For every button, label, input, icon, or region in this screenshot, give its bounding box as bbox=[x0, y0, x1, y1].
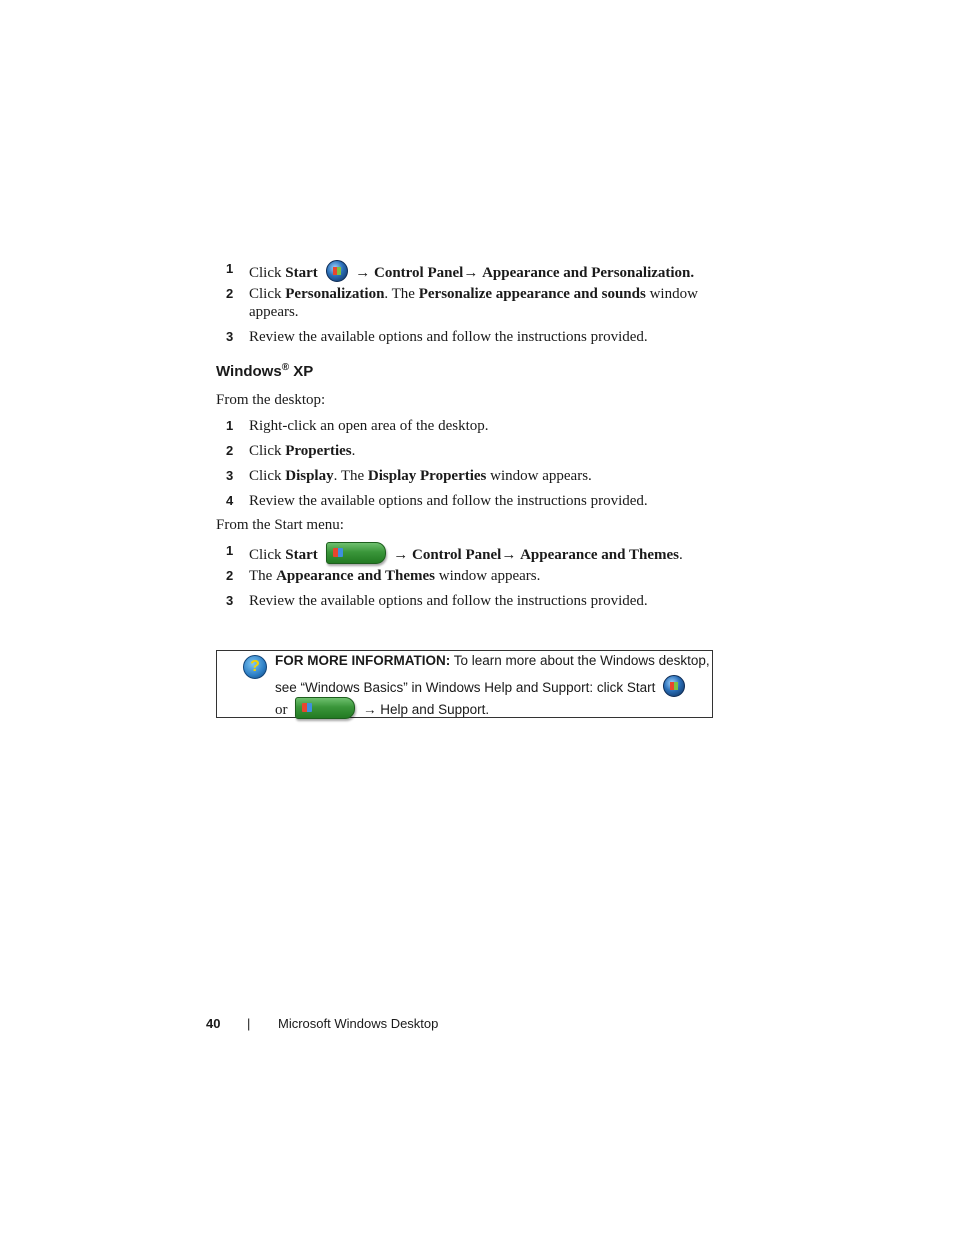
desktop-intro: From the desktop: bbox=[216, 392, 326, 408]
arrow: → bbox=[501, 547, 521, 563]
more-info-note bbox=[216, 650, 713, 718]
help-question-icon: ? bbox=[243, 655, 267, 679]
step-text bbox=[249, 567, 540, 585]
start-label: Start bbox=[285, 265, 318, 281]
item-label: Properties bbox=[285, 443, 352, 459]
note-line-2 bbox=[275, 675, 689, 697]
target-label: Appearance and Personalization. bbox=[482, 265, 695, 281]
footer-separator: | bbox=[247, 1016, 251, 1031]
heading-suffix: XP bbox=[289, 363, 314, 380]
control-panel-label: Control Panel bbox=[412, 547, 502, 563]
step-text bbox=[249, 467, 592, 485]
step-text bbox=[249, 542, 683, 564]
step-text bbox=[249, 285, 698, 303]
step-pre: Click bbox=[249, 286, 286, 302]
vista-start-orb-icon bbox=[326, 260, 348, 282]
control-panel-label: Control Panel bbox=[374, 265, 464, 281]
note-text: see “Windows Basics” in Windows Help and Support: click bbox=[275, 680, 627, 695]
note-text: To learn more about the Windows desktop, bbox=[450, 653, 710, 668]
arrow: → bbox=[389, 547, 412, 563]
step-post: . bbox=[678, 547, 683, 563]
step-text: Review the available options and follow the instructions provided. bbox=[249, 493, 648, 509]
step-number: 2 bbox=[226, 568, 234, 583]
target-label: Appearance and Themes bbox=[520, 547, 679, 563]
step-number: 1 bbox=[226, 543, 234, 558]
step-text: Review the available options and follow the instructions provided. bbox=[249, 329, 648, 345]
window-label: Personalize appearance and sounds bbox=[418, 286, 646, 302]
arrow: → bbox=[359, 702, 381, 717]
step-pre: Click bbox=[249, 443, 286, 459]
step-number: 3 bbox=[226, 593, 234, 608]
note-line-3 bbox=[275, 697, 489, 719]
item-label: Display bbox=[285, 468, 334, 484]
registered-mark: ® bbox=[281, 362, 290, 373]
heading-main: Windows bbox=[216, 363, 282, 380]
xp-start-button-icon bbox=[326, 542, 386, 564]
footer-title: Microsoft Windows Desktop bbox=[278, 1016, 439, 1031]
start-label: Start bbox=[285, 547, 318, 563]
step-post: . bbox=[351, 443, 356, 459]
step-post: window appears. bbox=[486, 468, 592, 484]
step-text bbox=[249, 260, 694, 282]
step-text bbox=[249, 442, 355, 460]
step-pre: Click bbox=[249, 547, 286, 563]
step-number: 1 bbox=[226, 261, 234, 276]
step-post: window bbox=[645, 286, 698, 302]
step-number: 3 bbox=[226, 468, 234, 483]
step-number: 3 bbox=[226, 329, 234, 344]
step-pre: Click bbox=[249, 265, 286, 281]
window-label: Appearance and Themes bbox=[276, 568, 435, 584]
step-number: 1 bbox=[226, 418, 234, 433]
xp-heading bbox=[216, 362, 313, 380]
step-continuation: appears. bbox=[249, 304, 299, 320]
step-text: Right-click an open area of the desktop. bbox=[249, 418, 489, 434]
xp-start-button-icon bbox=[295, 697, 355, 719]
item-label: Personalization bbox=[285, 286, 385, 302]
help-and-support-label: Help and Support bbox=[380, 702, 486, 717]
step-pre: Click bbox=[249, 468, 286, 484]
step-mid: . The bbox=[384, 286, 419, 302]
vista-start-orb-icon bbox=[663, 675, 685, 697]
note-period: . bbox=[485, 702, 490, 717]
step-number: 4 bbox=[226, 493, 234, 508]
step-number: 2 bbox=[226, 443, 234, 458]
arrow: → bbox=[351, 265, 374, 281]
step-text: Review the available options and follow the instructions provided. bbox=[249, 593, 648, 609]
note-label: FOR MORE INFORMATION: bbox=[275, 653, 451, 668]
start-label: Start bbox=[626, 680, 656, 695]
note-or: or bbox=[275, 702, 288, 718]
step-number: 2 bbox=[226, 286, 234, 301]
arrow: → bbox=[463, 265, 483, 281]
step-mid: . The bbox=[333, 468, 368, 484]
step-pre: The bbox=[249, 568, 277, 584]
note-line-1 bbox=[275, 653, 710, 668]
page-number: 40 bbox=[206, 1016, 221, 1031]
window-label: Display Properties bbox=[367, 468, 487, 484]
step-post: window appears. bbox=[434, 568, 541, 584]
startmenu-intro: From the Start menu: bbox=[216, 517, 344, 533]
